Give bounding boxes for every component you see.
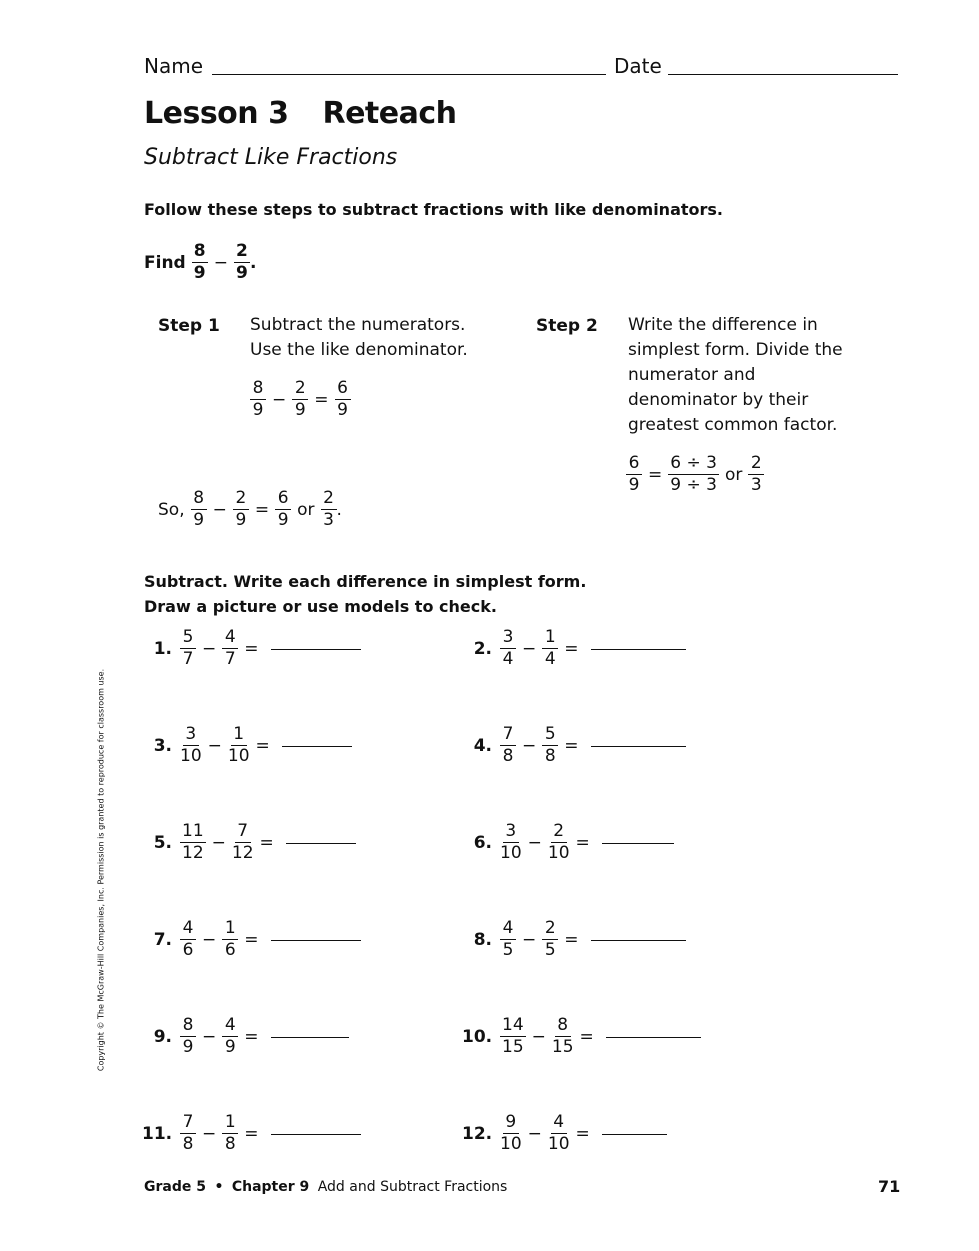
answer-blank[interactable] — [602, 1133, 667, 1135]
fraction-b: $\frac{2}{5}$ — [542, 920, 558, 959]
fraction-b: $\frac{5}{8}$ — [542, 726, 558, 765]
minus-sign: − — [531, 1026, 546, 1047]
practice-instructions: Subtract. Write each difference in simplest form. Draw a picture or use models to check. — [144, 572, 587, 616]
fraction-a: 4 5 — [500, 920, 516, 959]
minus-sign: − — [527, 832, 542, 853]
fraction-b: $\frac{1}{8}$ — [222, 1114, 238, 1153]
step1-label: Step 1 — [158, 316, 220, 336]
problem-6 — [462, 823, 674, 862]
problem-8 — [462, 920, 686, 959]
fraction-a: 8 9 — [180, 1017, 196, 1056]
fraction-a: 7 8 — [180, 1114, 196, 1153]
fraction-a: 11 12 — [182, 821, 204, 863]
so-equation: So, 8 9 − $\frac{2}{9}$ = $\frac{6}{9}$ or 2 3 . — [158, 488, 342, 530]
equals-sign: = — [244, 638, 259, 659]
problem-number: 7. — [153, 929, 172, 950]
fraction-a: 3 10 — [180, 724, 202, 766]
answer-blank[interactable] — [591, 648, 686, 650]
fraction-a: 3 4 — [500, 629, 516, 668]
date-field[interactable] — [668, 73, 898, 75]
minus-sign: − — [202, 1123, 217, 1144]
minus-sign: − — [522, 638, 537, 659]
fraction-a: 3 10 — [500, 821, 522, 863]
equals-sign: = — [564, 929, 579, 950]
copyright-notice: Copyright © The McGraw-Hill Companies, Inc. Permission is granted to reproduce for classroom use. — [96, 668, 106, 1072]
problem-number: 11. — [142, 1123, 173, 1144]
fraction-b: $\frac{2}{10}$ — [547, 821, 570, 863]
fraction-b: $\frac{4}{7}$ — [222, 629, 238, 668]
fraction-b: $\frac{8}{15}$ — [551, 1015, 574, 1057]
fraction-a: 9 10 — [500, 1112, 522, 1154]
fraction-a: 7 8 — [500, 726, 516, 765]
step2-label: Step 2 — [536, 316, 598, 336]
equals-sign: = — [564, 735, 579, 756]
answer-blank[interactable] — [282, 745, 352, 747]
fraction-b: $\frac{7}{12}$ — [231, 821, 254, 863]
minus-sign: − — [527, 1123, 542, 1144]
find-expression: Find 8 9 − $\frac{2}{9}$ . — [144, 241, 257, 283]
problem-3 — [142, 726, 352, 765]
lesson-subtitle: Subtract Like Fractions — [144, 145, 398, 170]
problem-number: 8. — [473, 929, 492, 950]
minus-sign: − — [211, 832, 226, 853]
problem-4 — [462, 726, 686, 765]
answer-blank[interactable] — [271, 1133, 361, 1135]
problem-5 — [142, 823, 356, 862]
problem-2 — [462, 629, 686, 668]
answer-blank[interactable] — [271, 1036, 349, 1038]
equals-sign: = — [259, 832, 274, 853]
date-label: Date — [614, 54, 662, 78]
equals-sign: = — [575, 832, 590, 853]
problem-number: 5. — [153, 832, 172, 853]
minus-sign: − — [202, 638, 217, 659]
page-number: 71 — [878, 1177, 901, 1196]
fraction-b: $\frac{1}{10}$ — [227, 724, 250, 766]
answer-blank[interactable] — [271, 939, 361, 941]
equals-sign: = — [244, 929, 259, 950]
step1-equation: 8 9 − $\frac{2}{9}$ = $\frac{6}{9}$ — [250, 380, 351, 419]
minus-sign: − — [202, 1026, 217, 1047]
equals-sign: = — [575, 1123, 590, 1144]
step2-equation: $\frac{6}{9}$ = $\frac{6 \div 3}{9 \div 3}$ or 2 3 — [626, 455, 764, 494]
problem-number: 9. — [153, 1026, 172, 1047]
problem-10 — [462, 1017, 701, 1056]
lesson-title: Lesson 3 Reteach — [144, 96, 457, 131]
problem-number: 6. — [473, 832, 492, 853]
fraction-a: 5 7 — [180, 629, 196, 668]
answer-blank[interactable] — [606, 1036, 701, 1038]
fraction-a: 4 6 — [180, 920, 196, 959]
fraction-b: $\frac{4}{10}$ — [547, 1112, 570, 1154]
answer-blank[interactable] — [591, 745, 686, 747]
instructions: Follow these steps to subtract fractions with like denominators. — [144, 200, 723, 219]
problem-number: 4. — [473, 735, 492, 756]
fraction-b: $\frac{1}{6}$ — [222, 920, 238, 959]
equals-sign: = — [244, 1123, 259, 1144]
problem-1 — [142, 629, 361, 668]
fraction-a: 14 15 — [502, 1015, 524, 1057]
answer-blank[interactable] — [271, 648, 361, 650]
step2-text: Write the difference in simplest form. Divide the numerator and denominator by their greatest common factor. — [628, 315, 843, 435]
problem-number: 12. — [462, 1123, 493, 1144]
equals-sign: = — [579, 1026, 594, 1047]
answer-blank[interactable] — [602, 842, 674, 844]
answer-blank[interactable] — [286, 842, 356, 844]
minus-sign: − — [522, 929, 537, 950]
equals-sign: = — [255, 735, 270, 756]
step1-text: Subtract the numerators. Use the like denominator. — [250, 315, 468, 360]
minus-sign: − — [202, 929, 217, 950]
problem-12 — [462, 1114, 667, 1153]
problem-11 — [142, 1114, 361, 1153]
minus-sign: − — [522, 735, 537, 756]
problem-number: 2. — [473, 638, 492, 659]
fraction-b: $\frac{1}{4}$ — [542, 629, 558, 668]
name-field[interactable] — [212, 73, 606, 75]
equals-sign: = — [564, 638, 579, 659]
problem-9 — [142, 1017, 349, 1056]
problem-number: 10. — [462, 1026, 493, 1047]
answer-blank[interactable] — [591, 939, 686, 941]
equals-sign: = — [244, 1026, 259, 1047]
minus-sign: − — [207, 735, 222, 756]
problem-7 — [142, 920, 361, 959]
name-label: Name — [144, 54, 204, 78]
footer: Grade 5 • Chapter 9 Add and Subtract Fractions — [144, 1179, 508, 1195]
fraction-b: $\frac{4}{9}$ — [222, 1017, 238, 1056]
problem-number: 3. — [153, 735, 172, 756]
problem-number: 1. — [153, 638, 172, 659]
